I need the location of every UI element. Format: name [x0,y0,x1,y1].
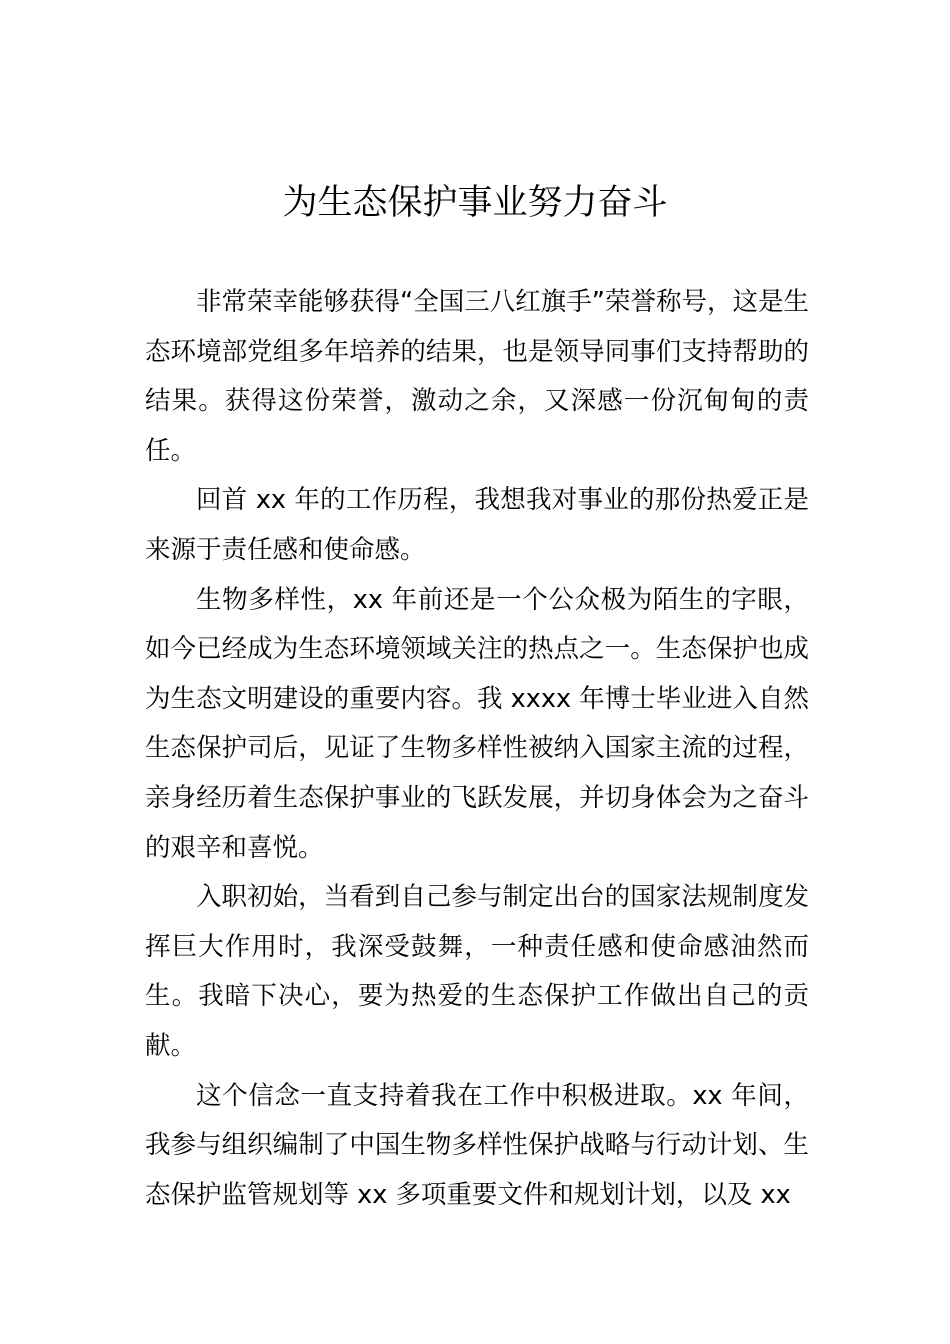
paragraph-4: 入职初始，当看到自己参与制定出台的国家法规制度发挥巨大作用时，我深受鼓舞，一种责任感和使命感油然而生。我暗下决心，要为热爱的生态保护工作做出自己的贡献。 [145,882,809,1061]
paragraph-1: 非常荣幸能够获得“全国三八红旗手”荣誉称号，这是生态环境部党组多年培养的结果，也是领导同事们支持帮助的结果。获得这份荣誉，激动之余，又深感一份沉甸甸的责任。 [145,287,809,466]
document-title: 为生态保护事业努力奋斗 [282,183,668,223]
paragraph-5: 这个信念一直支持着我在工作中积极进取。xx 年间，我参与组织编制了中国生物多样性保护战略与行动计划、生态保护监管规划等 xx 多项重要文件和规划计划，以及 xx [145,1080,809,1210]
paragraph-3: 生物多样性，xx 年前还是一个公众极为陌生的字眼，如今已经成为生态环境领域关注的热点之一。生态保护也成为生态文明建设的重要内容。我 xxxx 年博士毕业进入自然生态保护司后，见证了生物多样性被纳入国家主流的过程，亲身经历着生态保护事业的飞跃发展，并切身体会为之奋斗的艰辛和喜悦。 [145,584,809,863]
document-body [145,278,809,1220]
paragraph-2: 回首 xx 年的工作历程，我想我对事业的那份热爱正是来源于责任感和使命感。 [145,485,809,565]
